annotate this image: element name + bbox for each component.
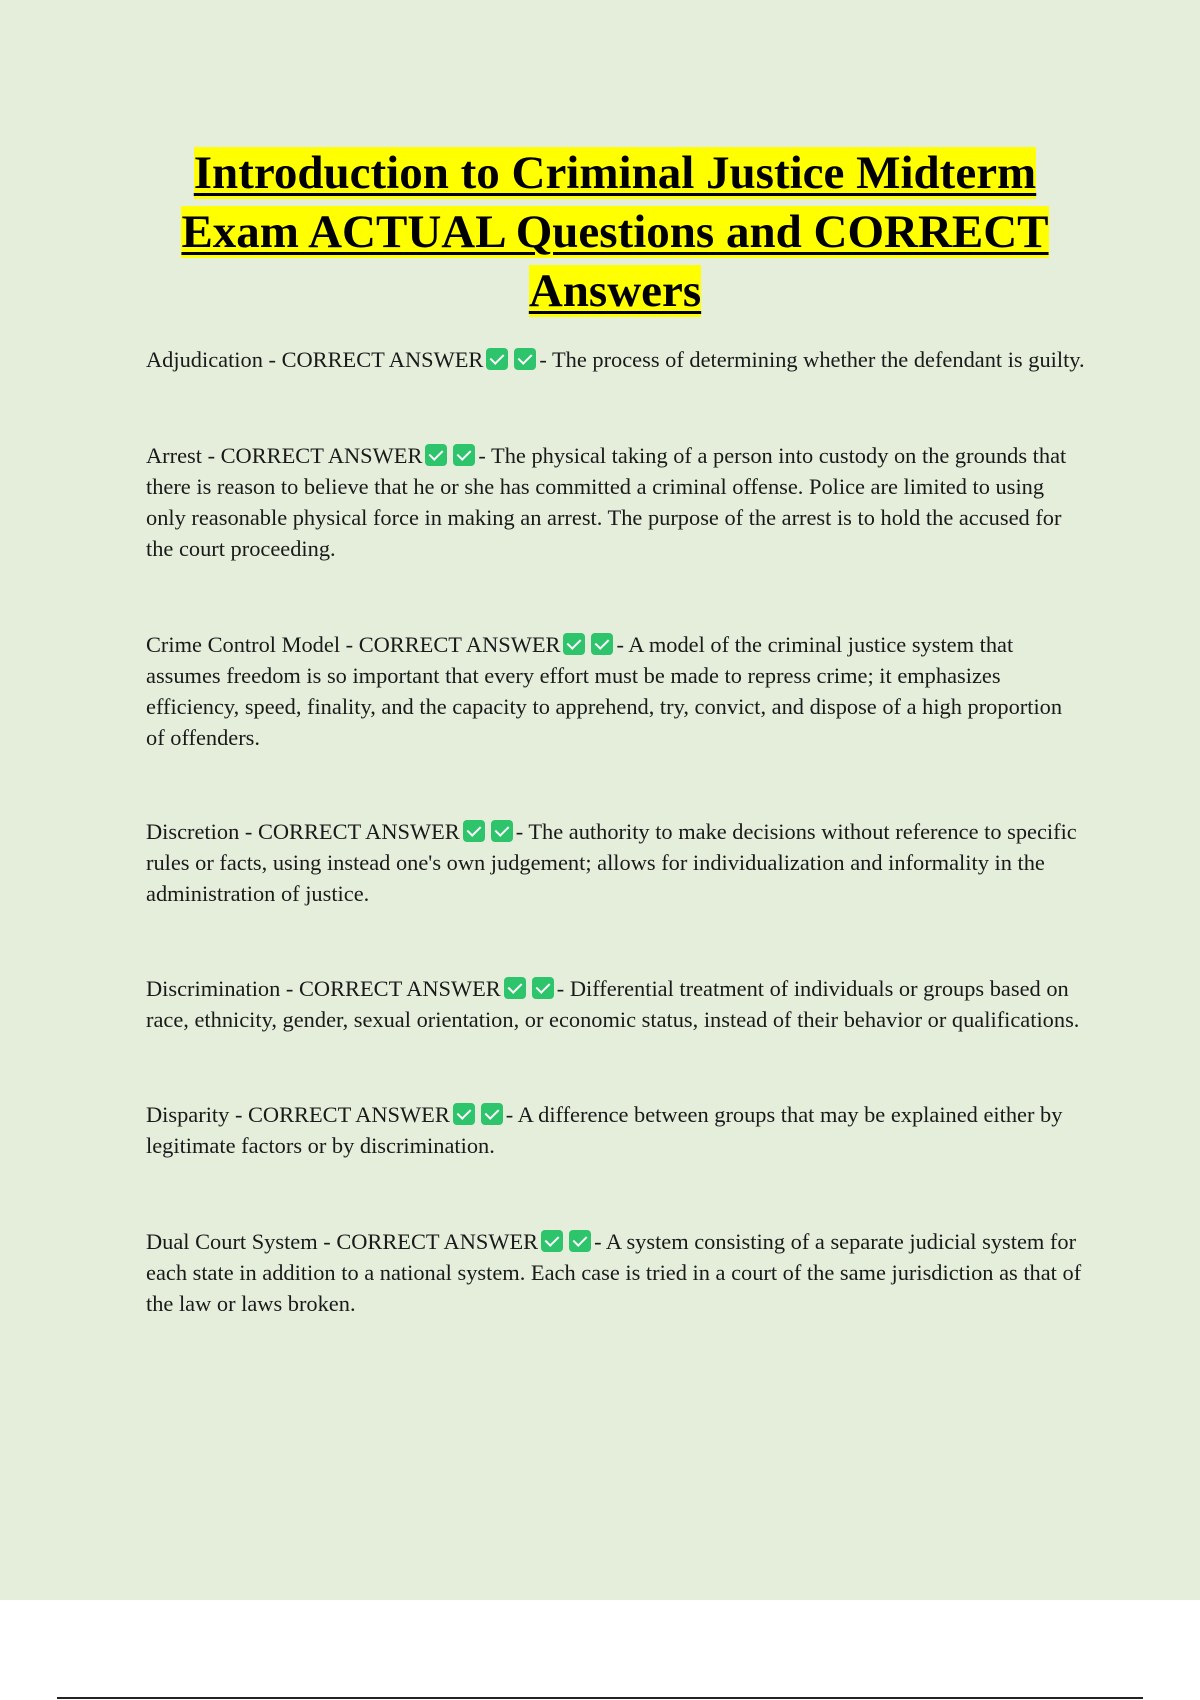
answer-marker: CORRECT ANSWER	[358, 632, 561, 657]
check-box-icon	[541, 1230, 563, 1252]
document-title	[140, 144, 1090, 321]
check-box-icon	[481, 1103, 503, 1125]
check-box-icon	[491, 820, 513, 842]
title-highlight: Introduction to Criminal Justice Midterm Exam ACTUAL Questions and CORRECT Answers	[181, 147, 1049, 317]
entry-dual-court-system: Dual Court System - CORRECT ANSWER - A system consisting of a separate judicial system for each state in addition to a national system. Each case is tried in a court of the same jurisdiction as that of the law or laws broken.	[146, 1229, 1082, 1316]
entry-term: Crime Control Model	[146, 632, 341, 657]
answer-marker: CORRECT ANSWER	[220, 443, 423, 468]
entry-term: Disparity	[146, 1102, 230, 1127]
title-block	[140, 144, 1090, 321]
entry-term: Arrest	[146, 443, 202, 468]
entry-term: Discrimination	[146, 976, 281, 1001]
entry-definition: The physical taking of a person into custody on the grounds that there is reason to believe that he or she has committed a criminal offense. Police are limited to using only reasonable physical force in making an arrest. The purpose of the arrest is to hold the accused for the court proceeding.	[146, 443, 1067, 561]
check-box-icon	[463, 820, 485, 842]
entry-definition: The authority to make decisions without reference to specific rules or facts, using instead one's own judgement; allows for individualization and informality in the administration of justice.	[146, 819, 1077, 906]
check-box-icon	[425, 444, 447, 466]
entry-definition: Differential treatment of individuals or groups based on race, ethnicity, gender, sexual orientation, or economic status, instead of their behavior or qualifications.	[146, 976, 1080, 1032]
entry-adjudication: Adjudication - CORRECT ANSWER - The process of determining whether the defendant is guilty.	[146, 347, 1085, 372]
entry-discrimination: Discrimination - CORRECT ANSWER - Differential treatment of individuals or groups based on race, ethnicity, gender, sexual orientation, or economic status, instead of their behavior or qualifications.	[146, 976, 1080, 1032]
check-box-icon	[569, 1230, 591, 1252]
entry-term: Adjudication	[146, 347, 263, 372]
answer-marker: CORRECT ANSWER	[298, 976, 501, 1001]
entry-definition: A model of the criminal justice system that assumes freedom is so important that every effort must be made to repress crime; it emphasizes efficiency, speed, finality, and the capacity to apprehend, try, convict, and dispose of a high proportion of offenders.	[146, 632, 1063, 750]
entries-list	[146, 344, 1086, 1319]
entry-term: Discretion	[146, 819, 240, 844]
check-box-icon	[486, 348, 508, 370]
answer-marker: CORRECT ANSWER	[248, 1102, 450, 1127]
answer-marker: CORRECT ANSWER	[257, 819, 460, 844]
entry-discretion: Discretion - CORRECT ANSWER - The authority to make decisions without reference to specific rules or facts, using instead one's own judgement; allows for individualization and informality in the administration of justice.	[146, 819, 1077, 906]
entry-crime-control-model: Crime Control Model - CORRECT ANSWER - A model of the criminal justice system that assumes freedom is so important that every effort must be made to repress crime; it emphasizes efficiency, speed, finality, and the capacity to apprehend, try, convict, and dispose of a high proportion of offenders.	[146, 632, 1063, 750]
entry-definition: A difference between groups that may be explained either by legitimate factors or by discrimination.	[146, 1102, 1063, 1158]
entry-definition: The process of determining whether the defendant is guilty.	[551, 347, 1085, 372]
answer-marker: CORRECT ANSWER	[281, 347, 484, 372]
check-box-icon	[532, 977, 554, 999]
check-box-icon	[504, 977, 526, 999]
check-box-icon	[563, 633, 585, 655]
entry-term: Dual Court System	[146, 1229, 318, 1254]
check-box-icon	[453, 1103, 475, 1125]
check-box-icon	[514, 348, 536, 370]
footer-divider	[57, 1697, 1143, 1699]
entry-arrest: Arrest - CORRECT ANSWER - The physical taking of a person into custody on the grounds that there is reason to believe that he or she has committed a criminal offense. Police are limited to using only reasonable physical force in making an arrest. The purpose of the arrest is to hold the accused for the court proceeding.	[146, 443, 1067, 561]
check-box-icon	[453, 444, 475, 466]
answer-marker: CORRECT ANSWER	[336, 1229, 539, 1254]
check-box-icon	[591, 633, 613, 655]
entry-disparity: Disparity - CORRECT ANSWER - A difference between groups that may be explained either by legitimate factors or by discrimination.	[146, 1102, 1063, 1158]
entry-definition: A system consisting of a separate judicial system for each state in addition to a national system. Each case is tried in a court of the same jurisdiction as that of the law or laws broken.	[146, 1229, 1082, 1316]
